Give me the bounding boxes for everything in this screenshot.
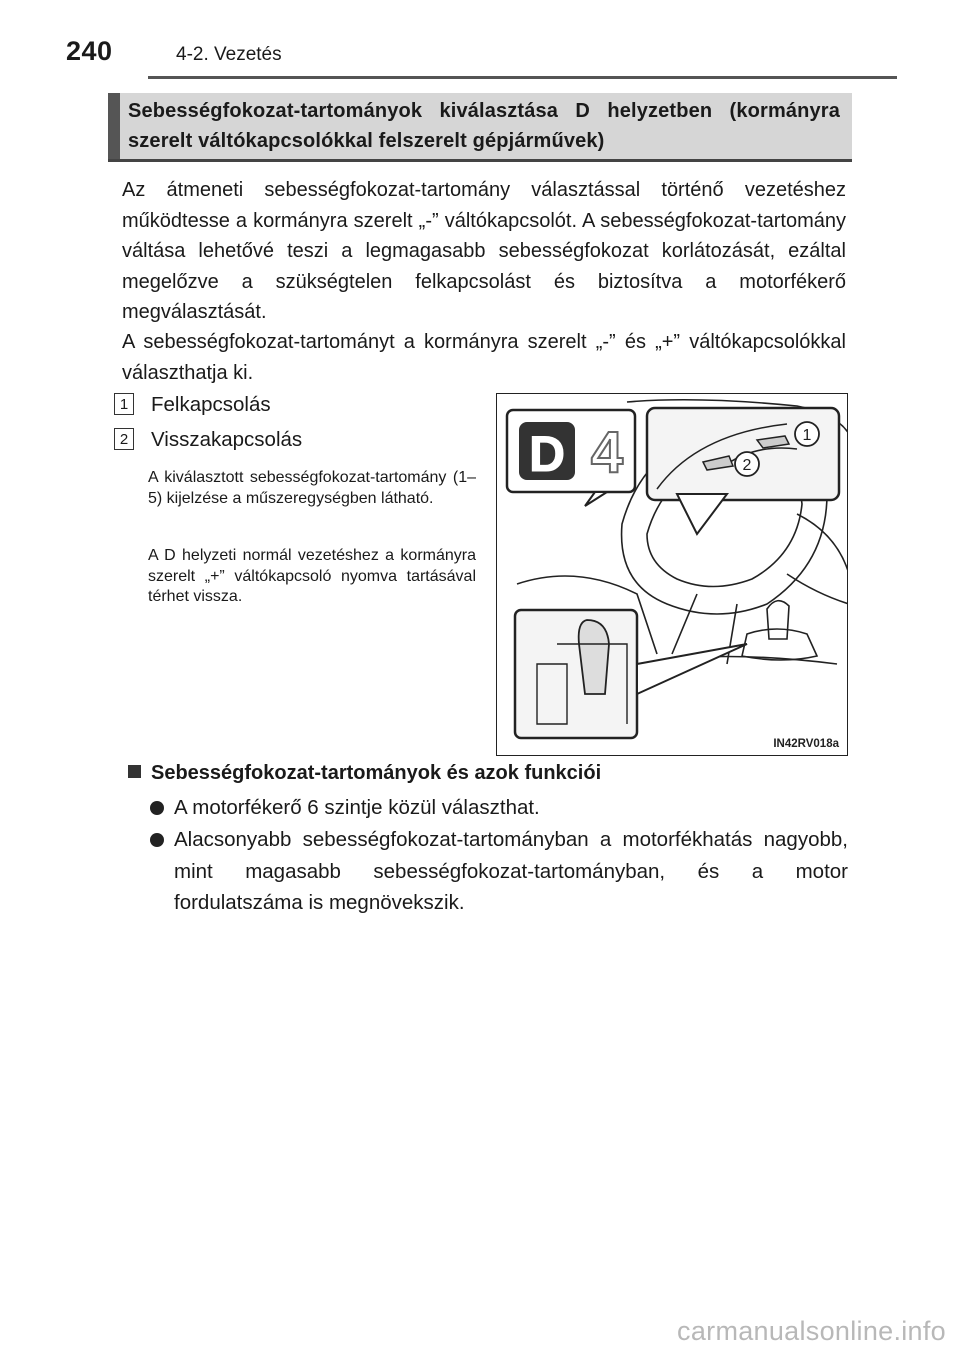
section-title-box — [108, 93, 852, 162]
note-return-to-d: A D helyzeti normál vezetéshez a kormányra szerelt „+” váltókapcsoló nyomva tartásával térhet vissza. — [148, 547, 476, 605]
step-label: Visszakapcsolás — [151, 428, 303, 451]
bullet-item — [150, 792, 848, 824]
subheading-text: Sebességfokozat-tartományok és azok funkciói — [151, 762, 602, 784]
step-downshift — [114, 428, 302, 452]
note-gear-display: A kiválasztott sebességfokozat-tartomány (1–5) kijelzése a műszeregységben látható. — [148, 469, 476, 507]
shifter-inset-pointer — [637, 644, 747, 694]
bullet-text: Alacsonyabb sebességfokozat-tartományban a motorfékhatás nagyobb, mint magasabb sebességfokozat-tartományban, és a motor fordulatszáma is megnövekszik. — [174, 828, 848, 914]
shifter-inset-knob — [579, 620, 609, 694]
bullet-text: A motorfékerő 6 szintje közül választhat. — [174, 796, 540, 819]
shift-knob — [767, 601, 789, 639]
page-number: 240 — [66, 36, 113, 66]
shifter-inset — [515, 610, 637, 738]
step-number-icon: 1 — [114, 393, 134, 415]
shifter-base — [742, 629, 817, 660]
intro-paragraph-1: Az átmeneti sebességfokozat-tartomány választással történő vezetéshez működtesse a kormányra szerelt „-” váltókapcsolót. A sebességfokozat-tartomány váltása lehetővé teszi a legmagasabb sebességfokozat korlátozását, ezáltal megelőzve a szükségtelen felkapcsolást és biztosítva a motorfékerő megválasztását. — [122, 179, 846, 323]
section-title-accent-bar — [108, 93, 120, 159]
square-bullet-icon — [128, 765, 141, 778]
section-label: 4-2. Vezetés — [176, 44, 282, 65]
figure-illustration — [497, 394, 848, 756]
step-upshift — [114, 393, 271, 417]
step-label: Felkapcsolás — [151, 393, 271, 416]
intro-paragraph-2: A sebességfokozat-tartományt a kormányra szerelt „-” és „+” váltókapcsolókkal választhatja ki. — [122, 331, 846, 384]
step-number-icon: 2 — [114, 428, 134, 450]
subheading — [128, 762, 601, 785]
steering-shift-figure — [496, 393, 848, 756]
paddle-inset-pointer — [677, 494, 727, 534]
callout-1-label: 1 — [802, 427, 812, 444]
bullet-dot-icon — [150, 801, 164, 815]
callout-2-label: 2 — [742, 457, 752, 474]
gear-range-number: 4 — [590, 420, 624, 485]
bullet-item — [150, 824, 848, 919]
gear-display-pointer — [585, 492, 607, 506]
watermark: carmanualsonline.info — [677, 1316, 946, 1346]
header-rule — [148, 76, 897, 79]
figure-code: IN42RV018a — [773, 738, 839, 750]
section-title: Sebességfokozat-tartományok kiválasztása D helyzetben (kormányra szerelt váltókapcsolókkal felszerelt gépjárművek) — [128, 100, 840, 152]
bullet-dot-icon — [150, 833, 164, 847]
gear-letter: D — [528, 426, 566, 482]
